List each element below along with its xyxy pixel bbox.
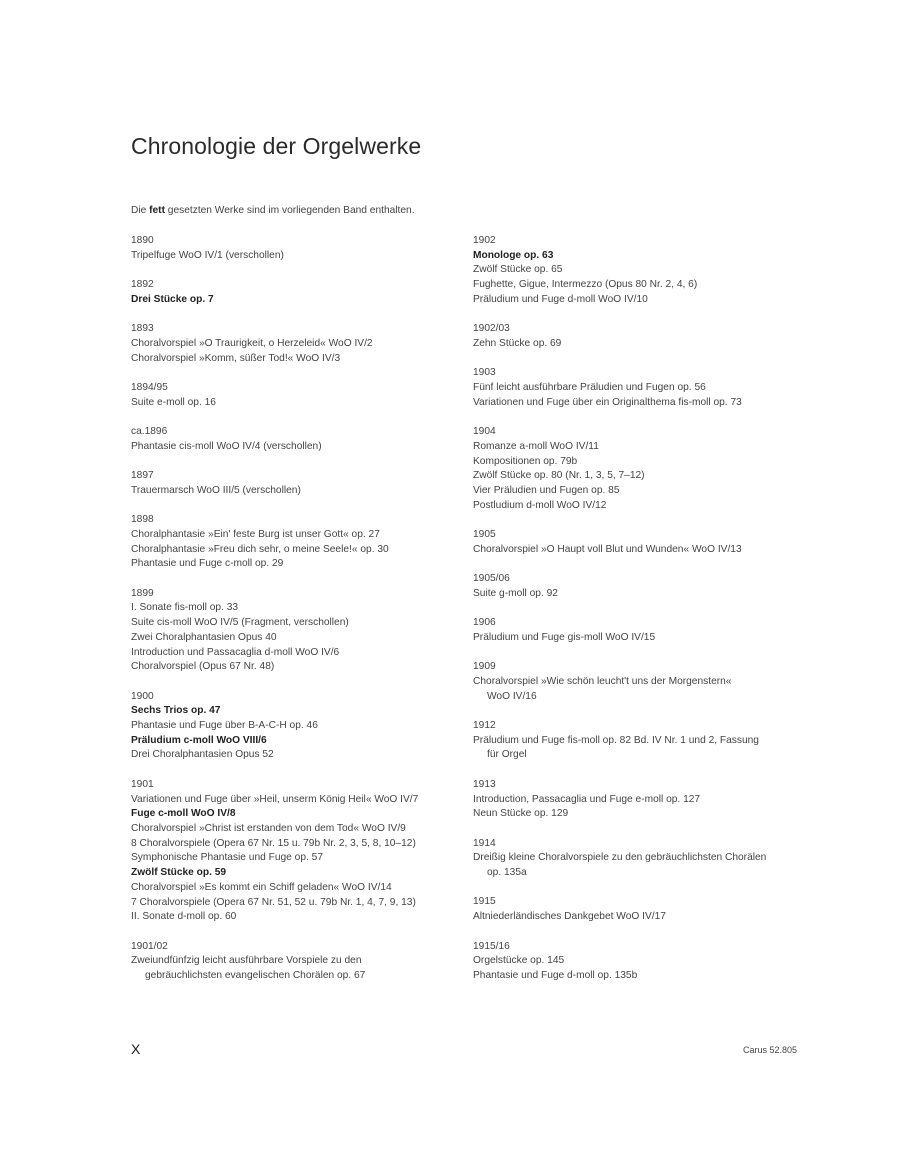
- work-title: Phantasie und Fuge d-moll op. 135b: [473, 969, 638, 981]
- year-label: 1892: [131, 279, 154, 291]
- work-title: Introduction und Passacaglia d-moll WoO IV/6: [131, 646, 340, 658]
- year-entry: [473, 234, 808, 308]
- year-entry: [473, 366, 808, 410]
- work-title: gebräuchlichsten evangelischen Chorälen op. 67: [145, 970, 366, 981]
- page-title: Chronologie der Orgelwerke: [131, 133, 422, 159]
- work-title: Phantasie cis-moll WoO IV/4 (verschollen): [131, 440, 322, 452]
- work-title: Choralvorspiel »Wie schön leucht't uns der Morgenstern«: [473, 675, 732, 687]
- year-label: 1914: [473, 837, 496, 849]
- year-entry: [473, 322, 808, 351]
- year-label: 1893: [131, 323, 154, 335]
- work-title: Präludium und Fuge d-moll WoO IV/10: [473, 293, 648, 305]
- intro-text-after: gesetzten Werke sind im vorliegenden Band enthalten.: [164, 205, 415, 216]
- year-entry: [131, 690, 466, 764]
- year-entry: [473, 837, 808, 881]
- work-title: Suite cis-moll WoO IV/5 (Fragment, verschollen): [131, 617, 349, 629]
- work-title: Zwölf Stücke op. 65: [473, 264, 563, 276]
- year-label: 1915: [473, 896, 496, 908]
- work-title: Trauermarsch WoO III/5 (verschollen): [131, 484, 301, 496]
- work-title-included: Sechs Trios op. 47: [131, 705, 221, 717]
- work-title: Phantasie und Fuge über B-A-C-H op. 46: [131, 720, 318, 732]
- year-label: 1902: [473, 235, 496, 246]
- work-title-included: Zwölf Stücke op. 59: [131, 867, 227, 879]
- year-label: 1904: [473, 426, 496, 438]
- year-entry: [473, 895, 808, 924]
- left-column: [131, 234, 466, 998]
- year-label: 1903: [473, 367, 496, 379]
- work-title: Neun Stücke op. 129: [473, 808, 569, 820]
- year-entry: [131, 381, 466, 410]
- year-label: 1901: [131, 778, 154, 790]
- work-title: Zwei Choralphantasien Opus 40: [131, 631, 277, 643]
- work-title: Orgelstücke op. 145: [473, 955, 565, 967]
- work-title: Romanze a-moll WoO IV/11: [473, 440, 599, 452]
- year-entry: [131, 587, 466, 675]
- work-title: Variationen und Fuge über ein Originalthema fis-moll op. 73: [473, 396, 742, 408]
- year-entry: [131, 778, 466, 925]
- work-title: Suite e-moll op. 16: [131, 396, 216, 408]
- work-title: Tripelfuge WoO IV/1 (verschollen): [131, 249, 284, 261]
- work-title: I. Sonate fis-moll op. 33: [131, 602, 239, 614]
- year-label: 1901/02: [131, 940, 168, 952]
- intro-text-before: Die: [131, 205, 150, 216]
- work-title: Kompositionen op. 79b: [473, 455, 578, 467]
- work-title: Präludium und Fuge gis-moll WoO IV/15: [473, 631, 656, 643]
- year-entry: [473, 940, 808, 984]
- work-title: Introduction, Passacaglia und Fuge e-moll op. 127: [473, 793, 701, 805]
- work-title: Fünf leicht ausführbare Präludien und Fugen op. 56: [473, 382, 706, 393]
- work-title: Choralvorspiel »Es kommt ein Schiff geladen« WoO IV/14: [131, 881, 392, 893]
- work-title-included: Präludium c-moll WoO VIII/6: [131, 734, 267, 746]
- work-title: für Orgel: [487, 749, 527, 761]
- work-title: II. Sonate d-moll op. 60: [131, 911, 237, 923]
- work-title: WoO IV/16: [487, 690, 537, 702]
- work-title: Variationen und Fuge über »Heil, unserm König Heil« WoO IV/7: [131, 793, 419, 805]
- catalog-code: Carus 52.805: [742, 1045, 797, 1055]
- page-number: X: [131, 1041, 141, 1057]
- year-entry: [131, 513, 466, 572]
- work-title: Choralvorspiel »O Traurigkeit, o Herzeleid« WoO IV/2: [131, 337, 373, 349]
- year-label: 1902/03: [473, 323, 510, 335]
- work-title: Zwölf Stücke op. 80 (Nr. 1, 3, 5, 7–12): [473, 470, 645, 482]
- work-title: Zehn Stücke op. 69: [473, 337, 562, 349]
- work-title: Vier Präludien und Fugen op. 85: [473, 484, 620, 496]
- year-label: 1909: [473, 661, 496, 673]
- year-entry: [131, 940, 466, 984]
- work-title: Symphonische Phantasie und Fuge op. 57: [131, 852, 323, 864]
- year-entry: [473, 719, 808, 763]
- year-label: 1900: [131, 690, 154, 702]
- year-label: 1913: [473, 778, 496, 790]
- year-label: ca.1896: [131, 426, 168, 438]
- year-entry: [131, 469, 466, 498]
- work-title-included: Monologe op. 63: [473, 249, 554, 261]
- year-entry: [473, 778, 808, 822]
- year-label: 1915/16: [473, 940, 510, 952]
- work-title: Zweiundfünfzig leicht ausführbare Vorspiele zu den: [131, 955, 362, 967]
- work-title: Präludium und Fuge fis-moll op. 82 Bd. IV Nr. 1 und 2, Fassung: [473, 734, 759, 746]
- year-label: 1890: [131, 235, 154, 246]
- work-title: Choralvorspiel »Christ ist erstanden von dem Tod« WoO IV/9: [131, 822, 406, 834]
- year-label: 1906: [473, 617, 496, 629]
- work-title: Phantasie und Fuge c-moll op. 29: [131, 558, 284, 570]
- year-entry: [131, 234, 466, 263]
- year-label: 1897: [131, 470, 154, 482]
- work-title: Choralvorspiel »O Haupt voll Blut und Wunden« WoO IV/13: [473, 543, 742, 555]
- work-title: Fughette, Gigue, Intermezzo (Opus 80 Nr. 2, 4, 6): [473, 279, 698, 291]
- intro-bold-word: fett: [149, 205, 165, 216]
- work-title: Suite g-moll op. 92: [473, 587, 558, 599]
- year-entry: [473, 425, 808, 513]
- year-label: 1899: [131, 587, 154, 599]
- work-title: Postludium d-moll WoO IV/12: [473, 499, 607, 511]
- work-title: Choralvorspiel »Komm, süßer Tod!« WoO IV/3: [131, 352, 341, 364]
- work-title: Drei Choralphantasien Opus 52: [131, 749, 274, 761]
- work-title-included: Drei Stücke op. 7: [131, 293, 214, 305]
- work-title: 7 Choralvorspiele (Opera 67 Nr. 51, 52 u. 79b Nr. 1, 4, 7, 9, 13): [131, 896, 416, 908]
- year-label: 1894/95: [131, 381, 168, 393]
- year-label: 1912: [473, 720, 496, 732]
- work-title: Choralphantasie »Freu dich sehr, o meine Seele!« op. 30: [131, 543, 389, 555]
- work-title: op. 135a: [487, 867, 527, 879]
- work-title: Dreißig kleine Choralvorspiele zu den gebräuchlichsten Chorälen: [473, 852, 767, 864]
- year-entry: [131, 278, 466, 307]
- year-label: 1905/06: [473, 573, 510, 585]
- work-title: Choralvorspiel (Opus 67 Nr. 48): [131, 661, 275, 673]
- year-entry: [473, 528, 808, 557]
- intro-note: [131, 205, 415, 216]
- year-entry: [131, 425, 466, 454]
- work-title: Altniederländisches Dankgebet WoO IV/17: [473, 911, 666, 923]
- year-entry: [131, 322, 466, 366]
- work-title: 8 Choralvorspiele (Opera 67 Nr. 15 u. 79b Nr. 2, 3, 5, 8, 10–12): [131, 837, 416, 849]
- work-title: Choralphantasie »Ein' feste Burg ist unser Gott« op. 27: [131, 528, 380, 540]
- year-entry: [473, 660, 808, 704]
- year-entry: [473, 572, 808, 601]
- right-column: [473, 234, 808, 998]
- work-title-included: Fuge c-moll WoO IV/8: [131, 808, 236, 820]
- year-label: 1898: [131, 514, 154, 526]
- year-label: 1905: [473, 529, 496, 540]
- year-entry: [473, 616, 808, 645]
